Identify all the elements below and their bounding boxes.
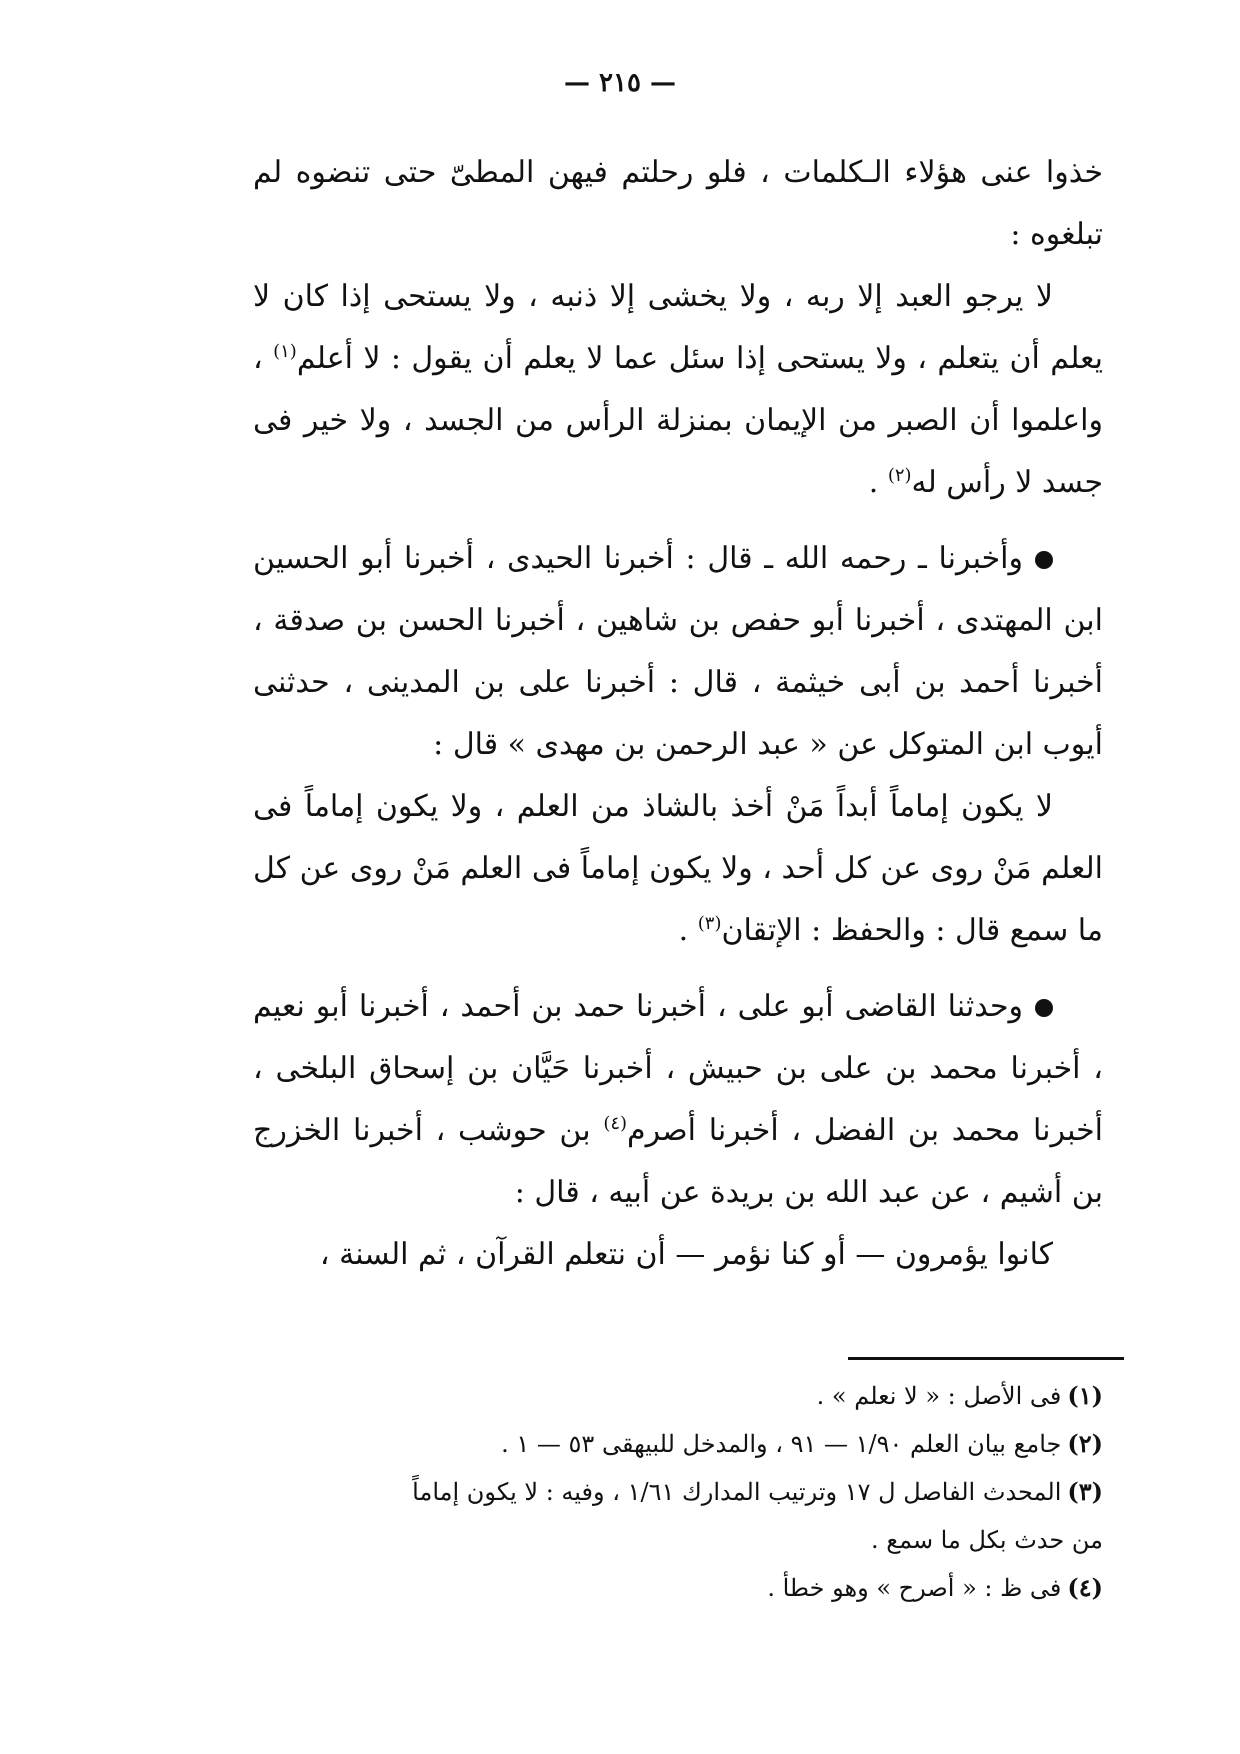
- paragraph-5-tail: بن حوشب ، أخبرنا الخزرج بن أشيم ، عن عبد الله بن بريدة عن أبيه ، قال :: [253, 1113, 1103, 1210]
- paragraph-4: [253, 776, 1103, 962]
- footnote-3-continuation: [253, 1516, 1103, 1564]
- bullet-icon: [1035, 551, 1053, 569]
- footnote-number: (٢): [1067, 1429, 1103, 1458]
- footnote-text: من حدث بكل ما سمع .: [871, 1526, 1103, 1554]
- paragraph-2-tail: ، واعلموا أن الصبر من الإيمان بمنزلة الرأس من الجسد ، ولا خير فى جسد لا رأس له: [253, 341, 1103, 500]
- main-text: [253, 142, 1103, 1286]
- paragraph-4-text: لا يكون إماماً أبداً مَنْ أخذ بالشاذ من العلم ، ولا يكون إماماً فى العلم مَنْ روى عن كل أحد ، ولا يكون إماماً فى العلم مَنْ روى عن كل ما سمع قال : والحفظ : الإتقان: [253, 789, 1103, 948]
- footnote-text: فى ظ : « أصرح » وهو خطأ .: [767, 1574, 1062, 1602]
- paragraph-3: [253, 528, 1103, 776]
- paragraph-2: [253, 266, 1103, 514]
- paragraph-1: خذوا عنى هؤلاء الـكلمات ، فلو رحلتم فيهن المطىّ حتى تنضوه لم تبلغوه :: [253, 155, 1103, 252]
- footnote-number: (١): [1067, 1381, 1103, 1410]
- footnote-2: [253, 1420, 1103, 1468]
- footnote-number: (٤): [1067, 1573, 1103, 1602]
- paragraph-4-end: .: [678, 913, 689, 948]
- footnotes: [253, 1372, 1103, 1612]
- footnote-divider: [848, 1357, 1124, 1360]
- bullet-icon: [1035, 999, 1053, 1017]
- footnote-text: فى الأصل : « لا نعلم » .: [816, 1382, 1062, 1410]
- paragraph-2-text: لا يرجو العبد إلا ربه ، ولا يخشى إلا ذنبه ، ولا يستحى إذا كان لا يعلم أن يتعلم ، ولا يستحى إذا سئل عما لا يعلم أن يقول : لا أعلم: [253, 279, 1103, 376]
- footnote-ref-1: (١): [273, 341, 297, 362]
- paragraph-3-text: وأخبرنا ـ رحمه الله ـ قال : أخبرنا الحيدى ، أخبرنا أبو الحسين ابن المهتدى ، أخبرنا أبو حفص بن شاهين ، أخبرنا الحسن بن صدقة ، أخبرنا أحمد بن أبى خيثمة ، قال : أخبرنا على بن المدينى ، حدثنى أيوب ابن المتوكل عن « عبد الرحمن بن مهدى » قال :: [253, 541, 1103, 762]
- footnote-1: [253, 1372, 1103, 1420]
- paragraph-6: كانوا يؤمرون — أو كنا نؤمر — أن نتعلم القرآن ، ثم السنة ،: [319, 1237, 1053, 1272]
- paragraph-5: [253, 976, 1103, 1224]
- footnote-3: [253, 1468, 1103, 1516]
- paragraph-5-text: وحدثنا القاضى أبو على ، أخبرنا حمد بن أحمد ، أخبرنا أبو نعيم ، أخبرنا محمد بن على بن حبيش ، أخبرنا حَيَّان بن إسحاق البلخى ، أخبرنا محمد بن الفضل ، أخبرنا أصرم: [253, 989, 1103, 1148]
- footnote-number: (٣): [1067, 1477, 1103, 1506]
- footnote-text: المحدث الفاصل ل ١٧ وترتيب المدارك ١/٦١ ، وفيه : لا يكون إماماً: [412, 1478, 1062, 1506]
- paragraph-2-end: .: [868, 465, 879, 500]
- page-number: — ٢١٥ —: [563, 68, 677, 98]
- footnote-4: [253, 1564, 1103, 1612]
- footnote-ref-2: (٢): [887, 465, 912, 486]
- footnote-ref-3: (٣): [697, 913, 722, 934]
- footnote-text: جامع بيان العلم ١/٩٠ — ٩١ ، والمدخل للبيهقى ٥٣ — ١ .: [501, 1430, 1062, 1458]
- footnote-ref-4: (٤): [603, 1113, 628, 1134]
